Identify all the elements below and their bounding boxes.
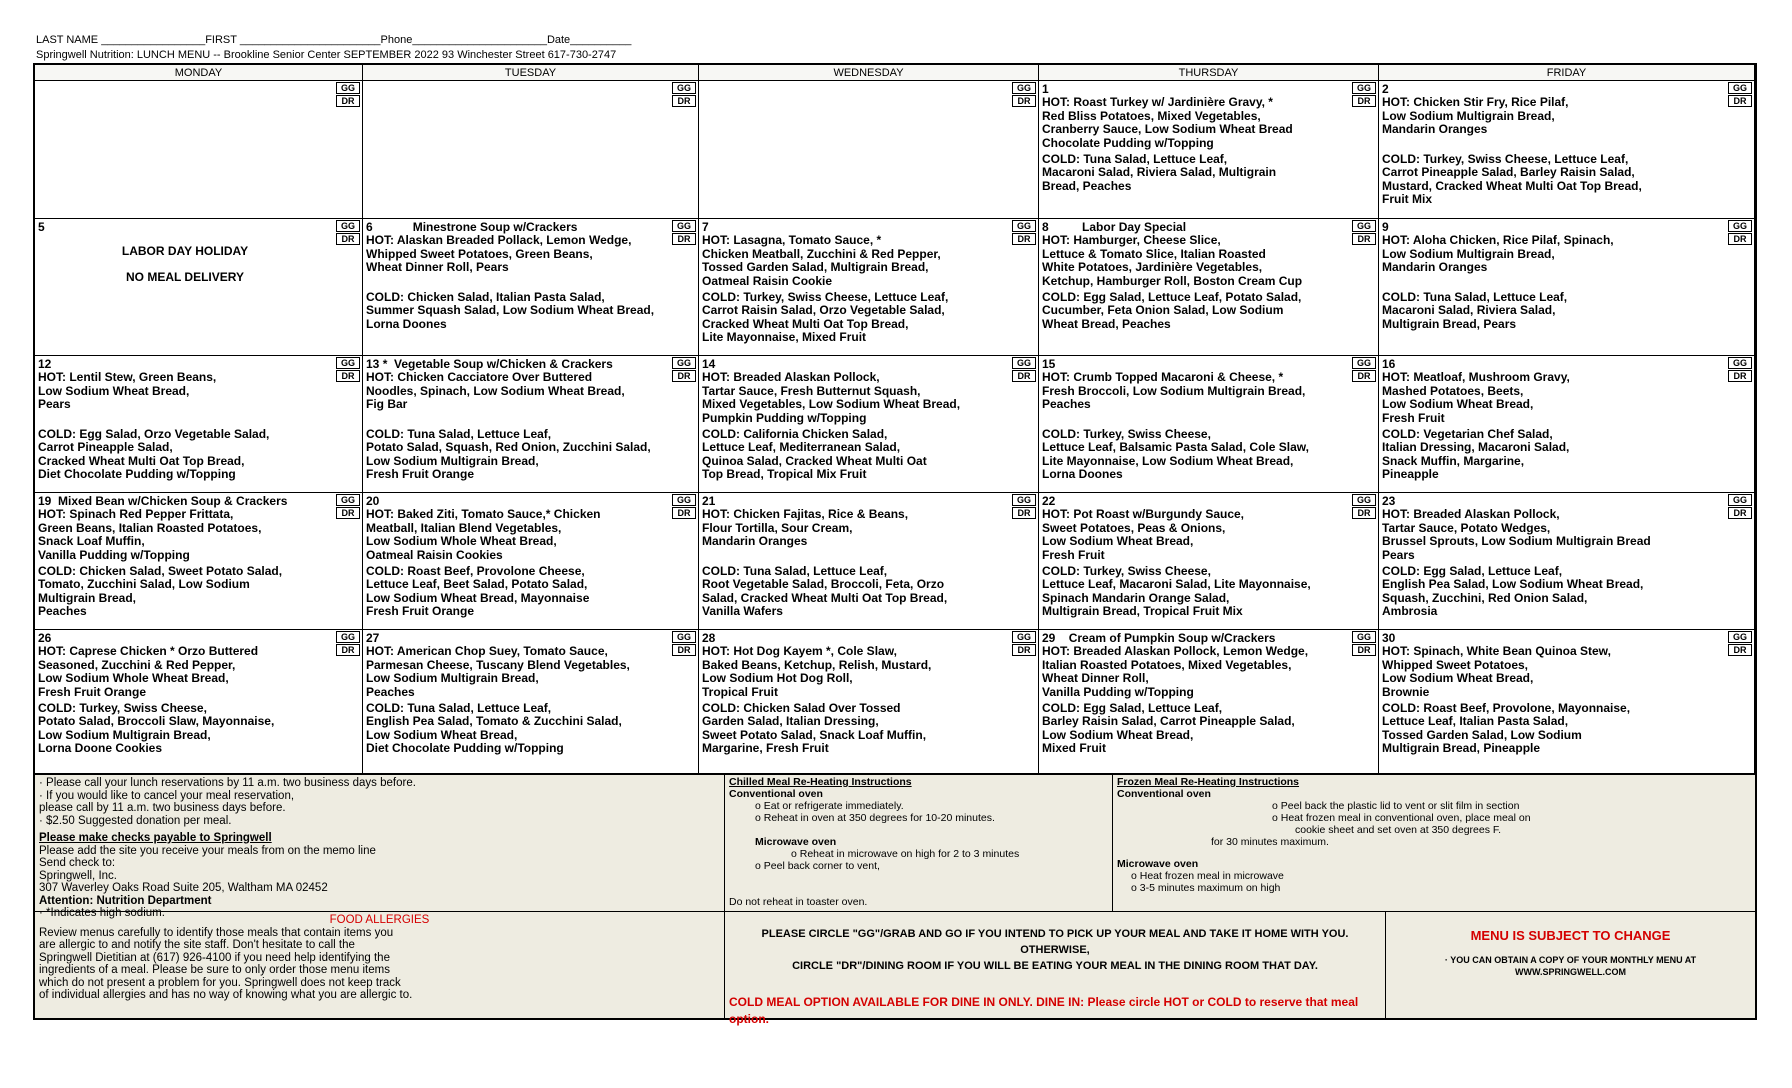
day-number: 26 <box>38 631 52 645</box>
cold-meal: COLD: Chicken Salad, Italian Pasta Salad, Summer Squash Salad, Low Sodium Wheat Bread, Lorna Doones <box>366 290 655 331</box>
subject-to-change: MENU IS SUBJECT TO CHANGE <box>1470 928 1671 943</box>
day-content <box>366 357 668 482</box>
hot-meal: HOT: Hot Dog Kayem *, Cole Slaw, Baked Beans, Ketchup, Relish, Mustard, Low Sodium Hot Dog Roll, Tropical Fruit <box>702 644 932 699</box>
day-number: 16 <box>1382 357 1396 371</box>
day-content <box>702 631 1008 756</box>
day-content <box>1042 220 1348 331</box>
day-content <box>1382 357 1724 482</box>
cold-option-text: COLD MEAL OPTION AVAILABLE FOR DINE IN ONLY. DINE IN: Please circle HOT or COLD to reserve that meal option. <box>729 995 1359 1026</box>
reservation-line: · Please call your lunch reservations by 11 a.m. two business days before. <box>39 777 416 789</box>
day-content <box>1042 631 1348 756</box>
frozen-step: o 3-5 minutes maximum on high <box>1131 882 1281 894</box>
gg-option[interactable]: GG <box>1728 494 1752 506</box>
menu-calendar <box>33 63 1757 775</box>
day-content <box>702 220 1008 345</box>
chilled-instructions <box>725 775 1113 912</box>
day-cell <box>1039 356 1379 493</box>
allergy-text: Review menus carefully to identify those meals that contain items you are allergic to and notify the site staff. Don't hesitate to call the Springwell Dietitian at (617) 926-4100 if you need help identifying the ingredients of a meal. Please be sure to only order those menu items which do not present a problem for you. Springwell does not keep track of individual allergies and has no way of knowing what you are allergic to. <box>39 926 413 1001</box>
day-number: 1 <box>1042 82 1049 96</box>
checks-line: Send check to: <box>39 857 116 869</box>
dr-option[interactable]: DR <box>336 507 360 519</box>
day-number: 15 <box>1042 357 1056 371</box>
dr-option[interactable]: DR <box>672 370 696 382</box>
day-cell <box>363 356 699 493</box>
cold-meal: COLD: Tuna Salad, Lettuce Leaf, Root Vegetable Salad, Broccoli, Feta, Orzo Salad, Cracked Wheat Multi Oat Top Bread, Vanilla Wafers <box>702 564 948 619</box>
gg-option[interactable]: GG <box>336 220 360 232</box>
hot-meal: HOT: Breaded Alaskan Pollock, Tartar Sauce, Potato Wedges, Brussel Sprouts, Low Sodium Multigrain Bread Pears <box>1382 507 1651 562</box>
reservation-line: please call by 11 a.m. two business days before. <box>39 802 286 814</box>
dr-option[interactable]: DR <box>672 233 696 245</box>
soup-special: Labor Day Special <box>1048 220 1187 234</box>
cold-meal: COLD: Vegetarian Chef Salad, Italian Dressing, Macaroni Salad, Snack Muffin, Margarine, Pineapple <box>1382 427 1570 482</box>
checks-title: Please make checks payable to Springwell <box>39 832 272 844</box>
day-content <box>366 220 668 331</box>
dr-option[interactable]: DR <box>1012 233 1036 245</box>
cold-meal: COLD: Turkey, Swiss Cheese, Lettuce Leaf, Carrot Pineapple Salad, Barley Raisin Salad, Mustard, Cracked Wheat Multi Oat Top Bread, Fruit Mix <box>1382 152 1642 207</box>
day-cell <box>1039 630 1379 777</box>
hot-meal: HOT: Lasagna, Tomato Sauce, * Chicken Meatball, Zucchini & Red Pepper, Tossed Garden Salad, Multigrain Bread, Oatmeal Raisin Cookie <box>702 233 941 288</box>
hot-meal: HOT: Chicken Fajitas, Rice & Beans, Flour Tortilla, Sour Cream, Mandarin Oranges <box>702 507 909 549</box>
day-cell <box>35 81 363 219</box>
dr-option[interactable]: DR <box>336 370 360 382</box>
day-cell <box>1039 493 1379 630</box>
cold-meal: COLD: Egg Salad, Orzo Vegetable Salad, Carrot Pineapple Salad, Cracked Wheat Multi Oat Top Bread, Diet Chocolate Pudding w/Topping <box>38 427 270 482</box>
day-cell <box>35 630 363 777</box>
day-number: 28 <box>702 631 716 645</box>
day-cell <box>363 81 699 219</box>
cold-meal: COLD: Turkey, Swiss Cheese, Lettuce Leaf, Balsamic Pasta Salad, Cole Slaw, Lite Mayonnaise, Low Sodium Wheat Bread, Lorna Doones <box>1042 427 1309 482</box>
day-cell <box>699 493 1039 630</box>
gg-option[interactable]: GG <box>1728 220 1752 232</box>
allergy-title: FOOD ALLERGIES <box>329 914 430 926</box>
gg-option[interactable]: GG <box>1728 631 1752 643</box>
cold-meal: COLD: Tuna Salad, Lettuce Leaf, Macaroni Salad, Riviera Salad, Multigrain Bread, Pears <box>1382 290 1568 331</box>
day-cell <box>35 356 363 493</box>
dr-option[interactable]: DR <box>336 644 360 656</box>
gg-option[interactable]: GG <box>1352 494 1376 506</box>
menu-title: Springwell Nutrition: LUNCH MENU -- Brookline Senior Center SEPTEMBER 2022 93 Winchester Street 617-730-2747 <box>36 49 617 61</box>
cold-meal: COLD: Turkey, Swiss Cheese, Lettuce Leaf, Carrot Raisin Salad, Orzo Vegetable Salad, Cracked Wheat Multi Oat Top Bread, Lite Mayonnaise, Mixed Fruit <box>702 290 949 345</box>
hot-meal: HOT: Caprese Chicken * Orzo Buttered Seasoned, Zucchini & Red Pepper, Low Sodium Whole Wheat Bread, Fresh Fruit Orange <box>38 644 259 699</box>
gg-option[interactable]: GG <box>1352 220 1376 232</box>
dr-option[interactable]: DR <box>1352 644 1376 656</box>
hot-meal: HOT: Breaded Alaskan Pollock, Tartar Sauce, Fresh Butternut Squash, Mixed Vegetables, Low Sodium Wheat Bread, Pumpkin Pudding w/Topping <box>702 370 961 425</box>
attention-line: Attention: Nutrition Department <box>39 894 212 907</box>
gg-option[interactable]: GG <box>1012 357 1036 369</box>
day-content <box>1382 494 1724 619</box>
day-number: 9 <box>1382 220 1389 234</box>
cold-meal: COLD: Tuna Salad, Lettuce Leaf, English Pea Salad, Tomato & Zucchini Salad, Low Sodium Wheat Bread, Diet Chocolate Pudding w/Topping <box>366 701 622 756</box>
day-number: 21 <box>702 494 716 508</box>
gg-option[interactable]: GG <box>1012 494 1036 506</box>
cold-meal: COLD: Egg Salad, Lettuce Leaf, English Pea Salad, Low Sodium Wheat Bread, Squash, Zucchini, Red Onion Salad, Ambrosia <box>1382 564 1644 619</box>
menu-change-notice <box>1386 912 1755 1018</box>
form-header-line: LAST NAME _________________FIRST _______________________Phone______________________Date__________ <box>36 34 632 46</box>
day-header: TUESDAY <box>363 65 699 81</box>
hot-meal: HOT: Pot Roast w/Burgundy Sauce, Sweet Potatoes, Peas & Onions, Low Sodium Wheat Bread, Fresh Fruit <box>1042 507 1245 562</box>
hot-meal: HOT: Spinach Red Pepper Frittata, Green Beans, Italian Roasted Potatoes, Snack Loaf Muffin, Vanilla Pudding w/Topping <box>38 507 262 562</box>
day-cell <box>1379 81 1755 219</box>
gg-option[interactable]: GG <box>336 494 360 506</box>
reservation-line: · If you would like to cancel your meal reservation, <box>39 789 295 802</box>
chilled-step: o Reheat in microwave on high for 2 to 3 minutes <box>791 848 1020 860</box>
day-header: FRIDAY <box>1379 65 1755 81</box>
gg-option[interactable]: GG <box>1012 631 1036 643</box>
day-cell <box>1379 630 1755 777</box>
dr-option[interactable]: DR <box>1352 370 1376 382</box>
day-content <box>38 631 332 756</box>
day-content <box>38 221 332 290</box>
frozen-title: Frozen Meal Re-Heating Instructions <box>1117 776 1300 788</box>
day-content <box>1382 82 1724 207</box>
day-cell <box>699 630 1039 777</box>
hot-meal: HOT: Hamburger, Cheese Slice, Lettuce & Tomato Slice, Italian Roasted White Potatoes, Jardinière Vegetables, Ketchup, Hamburger Roll, Boston Cream Cup <box>1042 233 1303 288</box>
soup-special: Cream of Pumpkin Soup w/Crackers <box>1055 631 1276 645</box>
hot-meal: HOT: Aloha Chicken, Rice Pilaf, Spinach, Low Sodium Multigrain Bread, Mandarin Oranges <box>1382 233 1614 275</box>
dr-option[interactable]: DR <box>1728 233 1752 245</box>
day-content <box>1382 220 1724 331</box>
checks-line: 307 Waverley Oaks Road Suite 205, Waltham MA 02452 <box>39 882 328 894</box>
hot-meal: HOT: Chicken Stir Fry, Rice Pilaf, Low Sodium Multigrain Bread, Mandarin Oranges <box>1382 95 1569 137</box>
dr-option[interactable]: DR <box>1728 370 1752 382</box>
day-number: 8 <box>1042 220 1049 234</box>
gg-option[interactable]: GG <box>336 82 360 94</box>
website-text: WWW.SPRINGWELL.COM <box>1515 967 1626 977</box>
frozen-instructions <box>1113 775 1755 912</box>
chilled-step: o Reheat in oven at 350 degrees for 10-20 minutes. <box>755 812 995 824</box>
circle-instructions <box>725 912 1386 1026</box>
dr-option[interactable]: DR <box>1728 644 1752 656</box>
reservation-info <box>35 775 725 919</box>
day-content <box>38 357 332 482</box>
hot-meal: HOT: American Chop Suey, Tomato Sauce, Parmesan Cheese, Tuscany Blend Vegetables, Low Sodium Multigrain Bread, Peaches <box>366 644 630 699</box>
day-number: 23 <box>1382 494 1396 508</box>
day-number: 12 <box>38 357 52 371</box>
day-number: 27 <box>366 631 380 645</box>
cold-meal: COLD: Turkey, Swiss Cheese, Lettuce Leaf, Macaroni Salad, Lite Mayonnaise, Spinach Mandarin Orange Salad, Multigrain Bread, Tropical Fruit Mix <box>1042 564 1311 619</box>
copy-text: · YOU CAN OBTAIN A COPY OF YOUR MONTHLY MENU AT <box>1444 955 1697 965</box>
day-cell <box>363 219 699 356</box>
frozen-step: for 30 minutes maximum. <box>1211 836 1329 848</box>
gg-option[interactable]: GG <box>1352 357 1376 369</box>
day-cell <box>1039 219 1379 356</box>
day-cell <box>1379 493 1755 630</box>
cold-meal: COLD: Turkey, Swiss Cheese, Potato Salad, Broccoli Slaw, Mayonnaise, Low Sodium Multigrain Bread, Lorna Doone Cookies <box>38 701 275 756</box>
day-number: 5 <box>38 220 45 234</box>
day-content <box>366 631 668 756</box>
day-number: 14 <box>702 357 716 371</box>
gg-option[interactable]: GG <box>672 82 696 94</box>
frozen-step: o Heat frozen meal in microwave <box>1131 870 1284 882</box>
day-number: 29 <box>1042 631 1056 645</box>
gg-option[interactable]: GG <box>1352 631 1376 643</box>
cold-meal: COLD: Roast Beef, Provolone Cheese, Lettuce Leaf, Beet Salad, Potato Salad, Low Sodium Wheat Bread, Mayonnaise Fresh Fruit Orange <box>366 564 590 619</box>
gg-option[interactable]: GG <box>672 494 696 506</box>
dr-option[interactable]: DR <box>1352 507 1376 519</box>
hot-meal: HOT: Breaded Alaskan Pollock, Lemon Wedge, Italian Roasted Potatoes, Mixed Vegetables, Wheat Dinner Roll, Vanilla Pudding w/Topping <box>1042 644 1309 699</box>
cold-meal: COLD: Roast Beef, Provolone, Mayonnaise, Lettuce Leaf, Italian Pasta Salad, Tossed Garden Salad, Low Sodium Multigrain Bread, Pineapple <box>1382 701 1631 756</box>
dr-option[interactable]: DR <box>336 233 360 245</box>
hot-meal: HOT: Roast Turkey w/ Jardinière Gravy, * Red Bliss Potatoes, Mixed Vegetables, Cranberry Sauce, Low Sodium Wheat Bread Chocolate Pudding w/Topping <box>1042 95 1293 150</box>
frozen-conventional-title: Conventional oven <box>1117 788 1211 800</box>
day-content <box>1042 82 1348 193</box>
gg-option[interactable]: GG <box>336 357 360 369</box>
cold-meal: COLD: Tuna Salad, Lettuce Leaf, Macaroni Salad, Riviera Salad, Multigrain Bread, Peaches <box>1042 152 1277 193</box>
cold-meal: COLD: Tuna Salad, Lettuce Leaf, Potato Salad, Squash, Red Onion, Zucchini Salad, Low Sodium Multigrain Bread, Fresh Fruit Orange <box>366 427 651 482</box>
hot-meal: HOT: Lentil Stew, Green Beans, Low Sodium Wheat Bread, Pears <box>38 370 217 412</box>
dr-option[interactable]: DR <box>1352 95 1376 107</box>
day-number: 6 <box>366 220 373 234</box>
day-number: 7 <box>702 220 709 234</box>
cold-meal: COLD: Chicken Salad Over Tossed Garden Salad, Italian Dressing, Sweet Potato Salad, Snack Loaf Muffin, Margarine, Fresh Fruit <box>702 701 927 756</box>
soup-special: * Vegetable Soup w/Chicken & Crackers <box>379 357 613 371</box>
gg-option[interactable]: GG <box>672 220 696 232</box>
day-number: 13 <box>366 357 380 371</box>
day-content <box>1042 357 1348 482</box>
day-cell <box>1379 219 1755 356</box>
gg-option[interactable]: GG <box>672 631 696 643</box>
dr-option[interactable]: DR <box>1012 370 1036 382</box>
chilled-title: Chilled Meal Re-Heating Instructions <box>729 776 912 788</box>
toaster-warning: Do not reheat in toaster oven. <box>729 896 868 908</box>
food-allergies <box>35 912 725 1018</box>
soup-special: Mixed Bean w/Chicken Soup & Crackers <box>51 494 288 508</box>
day-content <box>366 494 668 619</box>
dr-option[interactable]: DR <box>672 507 696 519</box>
dr-option[interactable]: DR <box>1728 95 1752 107</box>
hot-meal: HOT: Baked Ziti, Tomato Sauce,* Chicken Meatball, Italian Blend Vegetables, Low Sodium Whole Wheat Bread, Oatmeal Raisin Cookies <box>366 507 601 562</box>
day-cell <box>35 493 363 630</box>
day-number: 20 <box>366 494 380 508</box>
chilled-step: o Peel back corner to vent, <box>755 860 880 872</box>
day-cell <box>363 630 699 777</box>
day-number: 22 <box>1042 494 1056 508</box>
gg-option[interactable]: GG <box>1728 82 1752 94</box>
frozen-step: o Heat frozen meal in conventional oven, place meal on <box>1272 812 1531 824</box>
chilled-step: o Eat or refrigerate immediately. <box>755 800 904 812</box>
day-content <box>1042 494 1348 619</box>
high-sodium-note: · *Indicates high sodium. <box>39 907 165 919</box>
hot-meal: HOT: Crumb Topped Macaroni & Cheese, * Fresh Broccoli, Low Sodium Multigrain Bread, Peaches <box>1042 370 1306 412</box>
frozen-microwave-title: Microwave oven <box>1117 858 1199 870</box>
chilled-microwave-title: Microwave oven <box>755 836 837 848</box>
day-header: WEDNESDAY <box>699 65 1039 81</box>
day-number: 2 <box>1382 82 1389 96</box>
gg-option[interactable]: GG <box>1012 82 1036 94</box>
dr-option[interactable]: DR <box>672 644 696 656</box>
day-cell <box>699 81 1039 219</box>
day-cell <box>699 219 1039 356</box>
cold-meal: COLD: Egg Salad, Lettuce Leaf, Barley Raisin Salad, Carrot Pineapple Salad, Low Sodium Wheat Bread, Mixed Fruit <box>1042 701 1295 756</box>
gg-option[interactable]: GG <box>1012 220 1036 232</box>
dr-option[interactable]: DR <box>1728 507 1752 519</box>
hot-meal: HOT: Spinach, White Bean Quinoa Stew, Whipped Sweet Potatoes, Low Sodium Wheat Bread, Brownie <box>1382 644 1611 699</box>
dr-option[interactable]: DR <box>336 95 360 107</box>
day-cell <box>35 219 363 356</box>
hot-meal: HOT: Chicken Cacciatore Over Buttered Noodles, Spinach, Low Sodium Wheat Bread, Fig Bar <box>366 370 625 412</box>
day-cell <box>1039 81 1379 219</box>
frozen-step: cookie sheet and set oven at 350 degrees F. <box>1295 824 1502 836</box>
day-content <box>702 357 1008 482</box>
cold-meal: COLD: California Chicken Salad, Lettuce Leaf, Mediterranean Salad, Quinoa Salad, Cracked Wheat Multi Oat Top Bread, Tropical Mix Fruit <box>702 427 927 482</box>
day-number: 30 <box>1382 631 1396 645</box>
frozen-step: o Peel back the plastic lid to vent or slit film in section <box>1272 800 1520 812</box>
circle-text: PLEASE CIRCLE "GG"/GRAB AND GO IF YOU INTEND TO PICK UP YOUR MEAL AND TAKE IT HOME WITH YOU. OTHERWISE, CIRCLE "DR"/DINING ROOM IF YOU WILL BE EATING YOUR MEAL IN THE DINING ROOM THAT DAY. <box>761 928 1349 972</box>
soup-special: Minestrone Soup w/Crackers <box>372 220 578 234</box>
day-header: THURSDAY <box>1039 65 1379 81</box>
holiday-notice: LABOR DAY HOLIDAY NO MEAL DELIVERY <box>121 244 249 285</box>
dr-option[interactable]: DR <box>1012 644 1036 656</box>
hot-meal: HOT: Meatloaf, Mushroom Gravy, Mashed Potatoes, Beets, Low Sodium Wheat Bread, Fresh Fruit <box>1382 370 1570 425</box>
gg-option[interactable]: GG <box>672 357 696 369</box>
day-content <box>1382 631 1724 756</box>
checks-line: Springwell, Inc. <box>39 869 117 882</box>
dr-option[interactable]: DR <box>672 95 696 107</box>
gg-option[interactable]: GG <box>1352 82 1376 94</box>
dr-option[interactable]: DR <box>1012 95 1036 107</box>
day-cell <box>363 493 699 630</box>
dr-option[interactable]: DR <box>1352 233 1376 245</box>
day-header: MONDAY <box>35 65 363 81</box>
gg-option[interactable]: GG <box>1728 357 1752 369</box>
checks-line: Please add the site you receive your meals from on the memo line <box>39 844 376 857</box>
day-content <box>702 494 1008 619</box>
day-cell <box>699 356 1039 493</box>
chilled-conventional-title: Conventional oven <box>729 788 823 800</box>
hot-meal: HOT: Alaskan Breaded Pollack, Lemon Wedge, Whipped Sweet Potatoes, Green Beans, Wheat Dinner Roll, Pears <box>366 233 632 275</box>
day-number: 19 <box>38 494 52 508</box>
day-content <box>38 494 332 619</box>
dr-option[interactable]: DR <box>1012 507 1036 519</box>
reservation-line: · $2.50 Suggested donation per meal. <box>39 814 232 827</box>
info-panel <box>33 773 1757 1026</box>
gg-option[interactable]: GG <box>336 631 360 643</box>
cold-meal: COLD: Egg Salad, Lettuce Leaf, Potato Salad, Cucumber, Feta Onion Salad, Low Sodium Wheat Bread, Peaches <box>1042 290 1302 331</box>
day-cell <box>1379 356 1755 493</box>
cold-meal: COLD: Chicken Salad, Sweet Potato Salad, Tomato, Zucchini Salad, Low Sodium Multigrain Bread, Peaches <box>38 564 283 619</box>
